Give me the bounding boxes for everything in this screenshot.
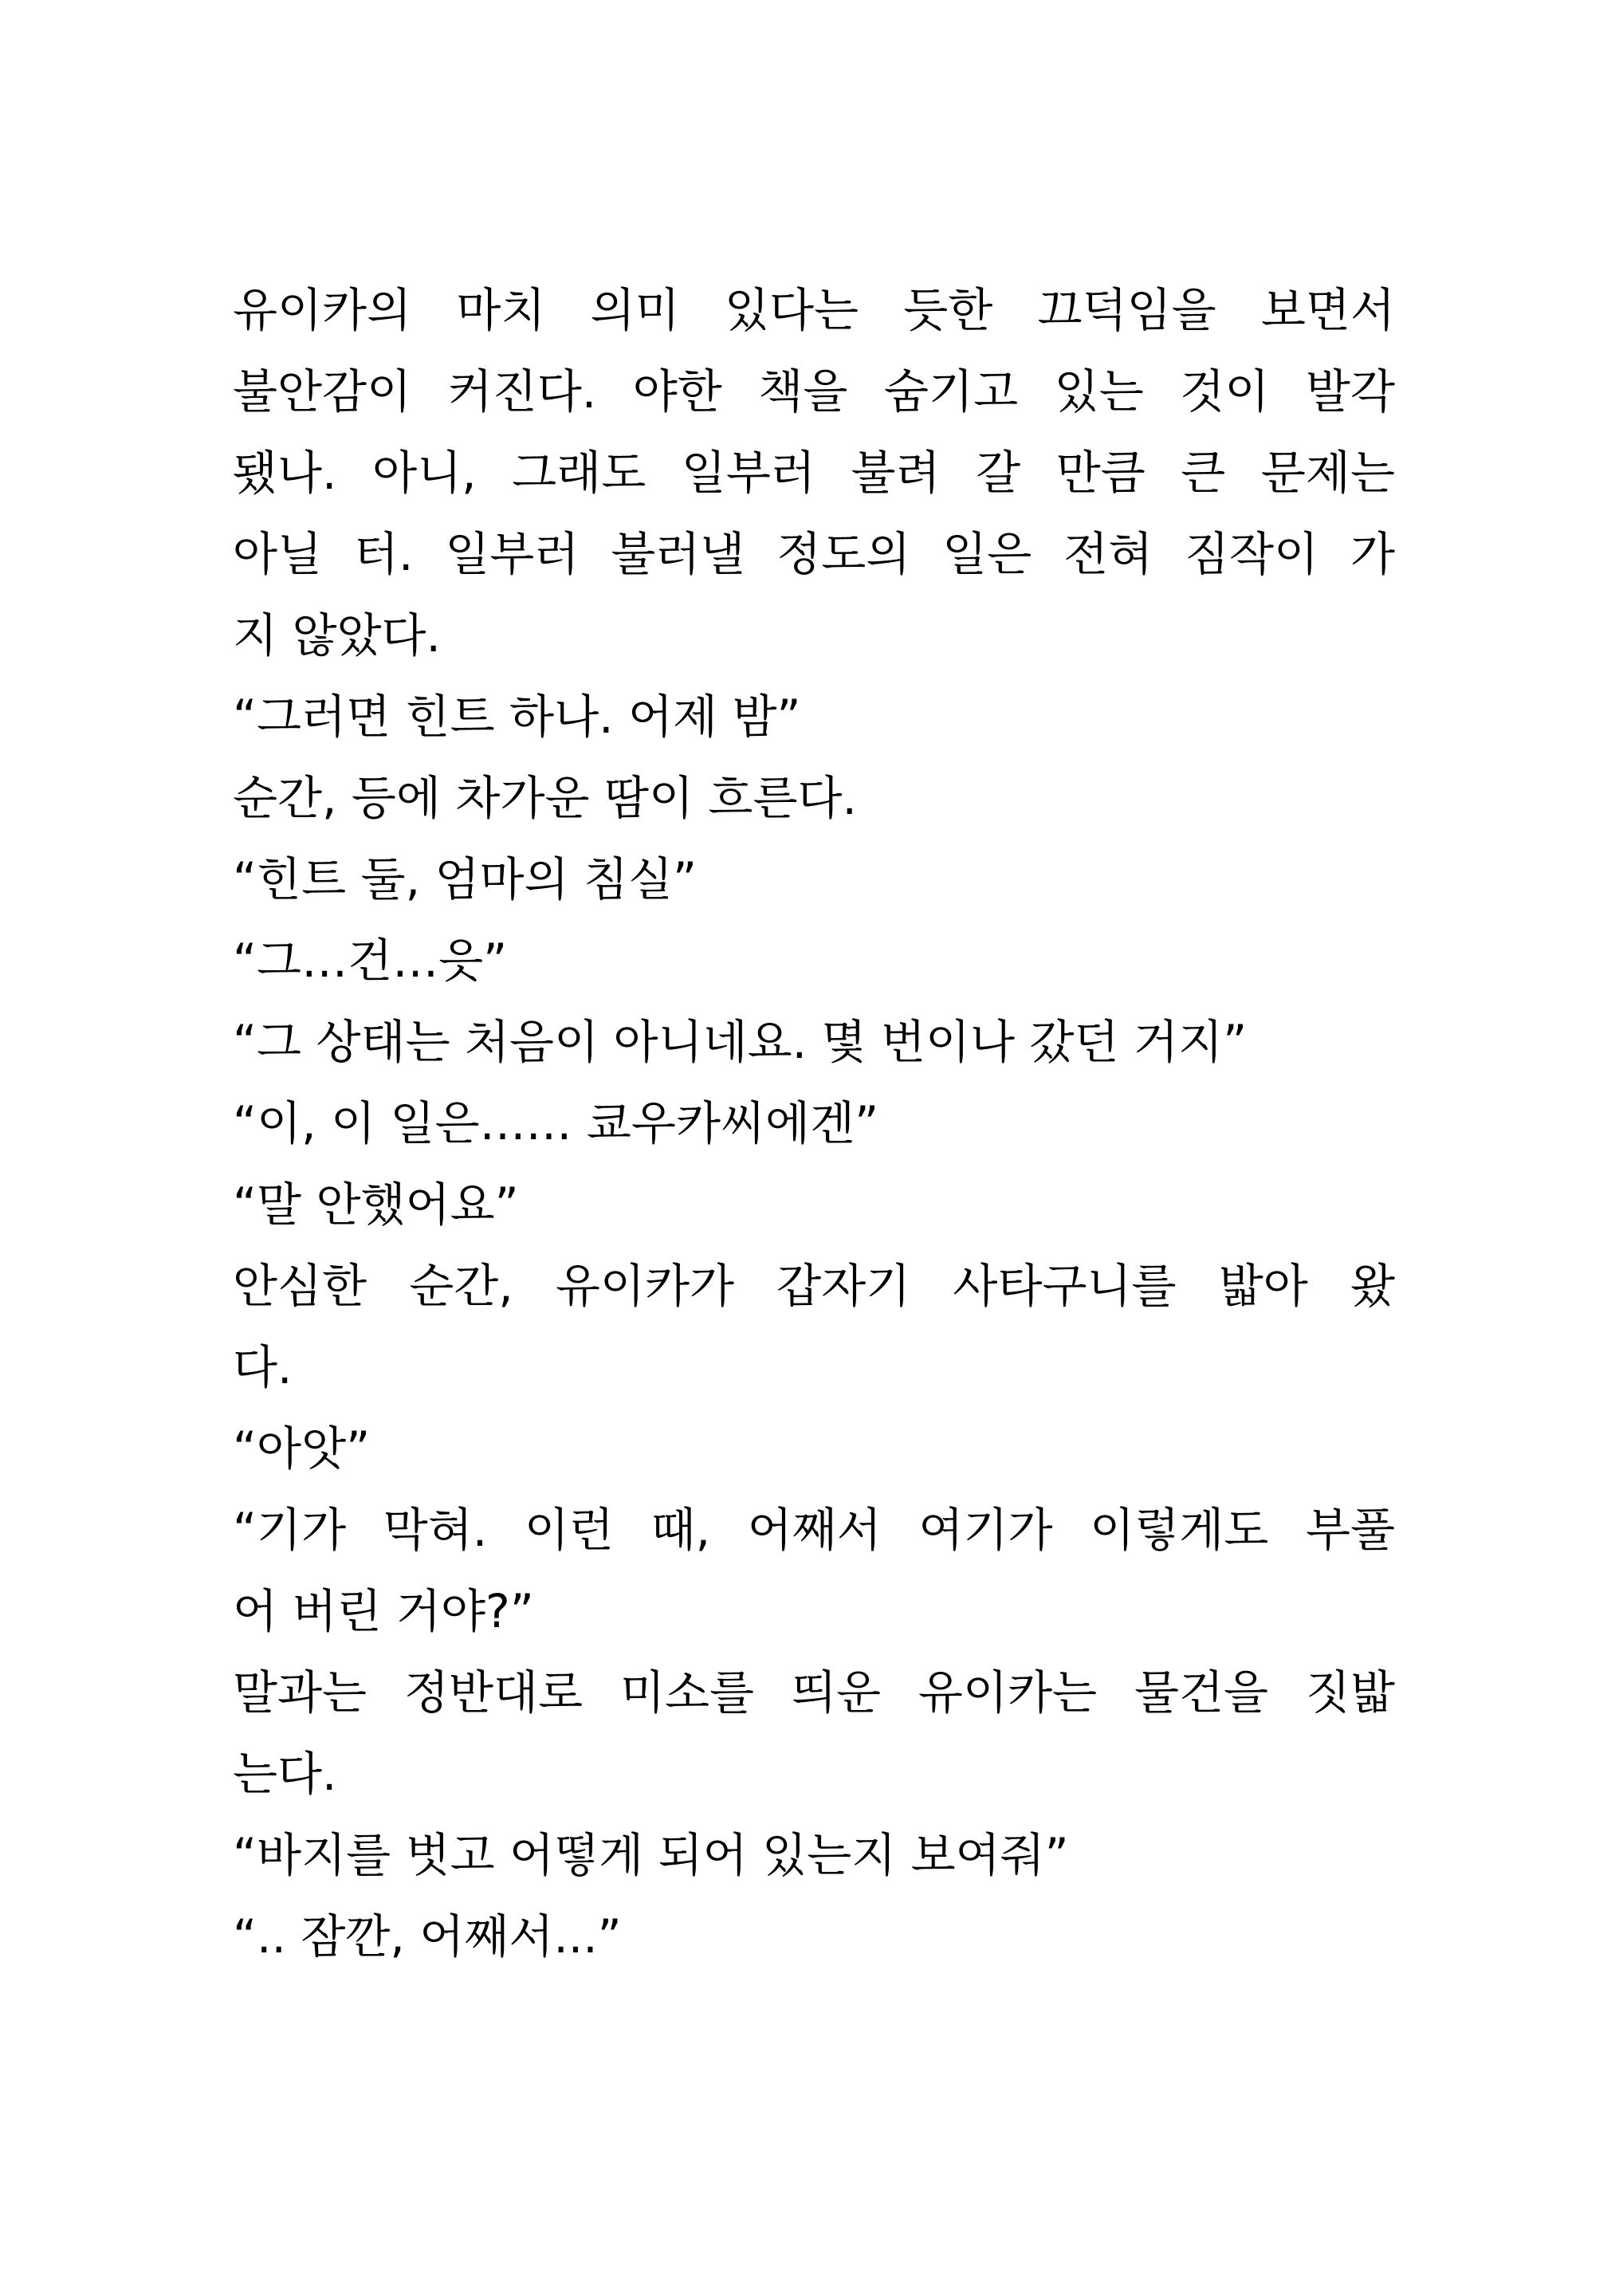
text-line: 유이카의 마치 의미 있다는 듯한 끄덕임을 보면서 bbox=[233, 283, 1395, 337]
text-line: 지 않았다. bbox=[233, 608, 441, 662]
text-line: 말과는 정반대로 미소를 띄운 유이카는 물건을 짓밟 bbox=[233, 1665, 1395, 1720]
text-line: “바지를 벗고 어떻게 되어 있는지 보여줘” bbox=[233, 1828, 1069, 1882]
text-line: 아닐 터. 일부러 불러낼 정도의 일은 전혀 짐작이 가 bbox=[233, 527, 1395, 581]
text-line: 됐나. 아니, 그래도 일부러 불려 갈 만큼 큰 문제는 bbox=[233, 446, 1395, 500]
text-line: “그 상태는 처음이 아니네요. 몇 번이나 갔던 거지” bbox=[233, 1015, 1248, 1069]
body-text bbox=[233, 269, 1395, 1977]
text-line: “이, 이 일은…… 쿄우카씨에겐” bbox=[233, 1096, 879, 1150]
text-line: 불안감이 커진다. 야한 책을 숨기고 있는 것이 발각 bbox=[233, 364, 1395, 419]
text-line: “그러면 힌트 하나. 어제 밤” bbox=[233, 690, 801, 744]
text-line: 다. bbox=[233, 1340, 293, 1394]
text-line: “힌트 둘, 엄마의 침실” bbox=[233, 852, 698, 906]
text-line: “.. 잠깐, 어째서...” bbox=[233, 1909, 622, 1964]
text-line: 어 버린 거야?” bbox=[233, 1584, 534, 1638]
text-line: “그…건…읏” bbox=[233, 934, 508, 988]
text-line: 순간, 등에 차가운 땀이 흐른다. bbox=[233, 771, 857, 825]
text-line: 는다. bbox=[233, 1747, 337, 1801]
text-line: 안심한 순간, 유이카가 갑자기 사타구니를 밟아 왔 bbox=[233, 1259, 1395, 1313]
text-line: “기가 막혀. 이런 때, 어째서 여기가 이렇게도 부풀 bbox=[233, 1503, 1395, 1557]
text-line: “아앗” bbox=[233, 1421, 371, 1476]
text-line: “말 안했어요” bbox=[233, 1177, 519, 1232]
